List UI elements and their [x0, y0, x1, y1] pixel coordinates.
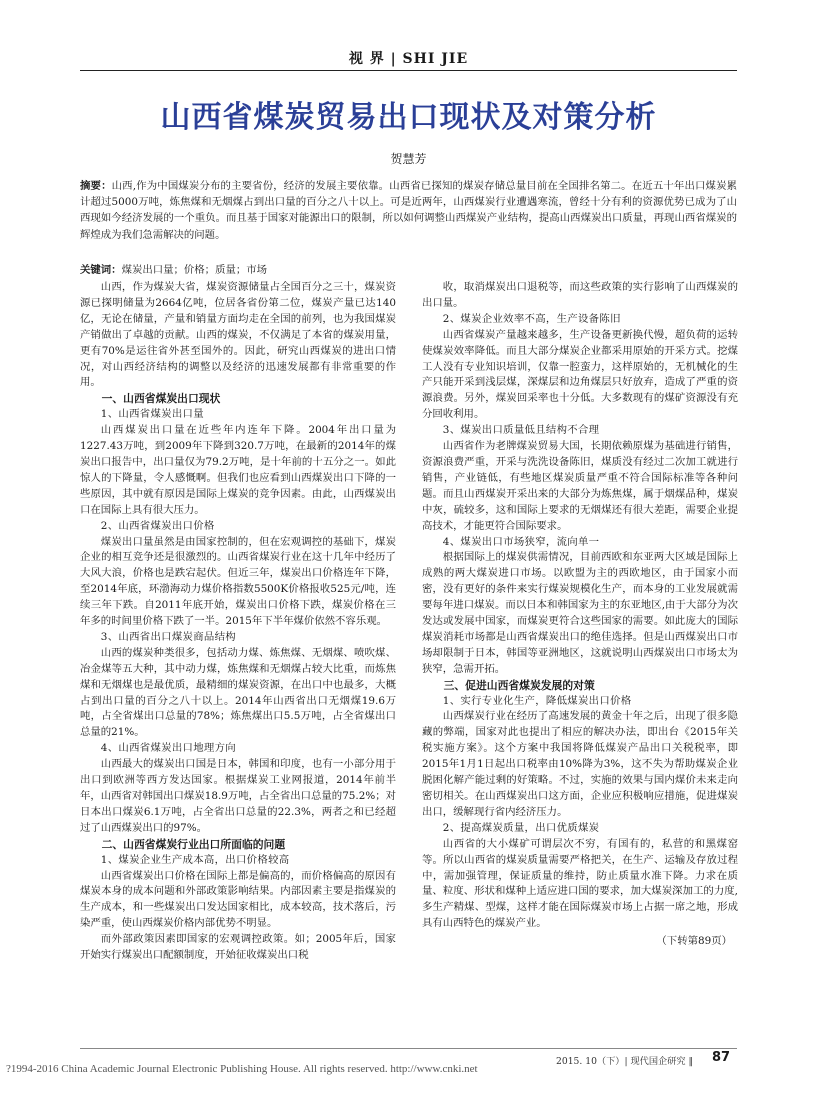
- section-heading: 一、山西省煤炭出口现状: [101, 392, 221, 406]
- keywords-text: 煤炭出口量；价格；质量；市场: [121, 264, 268, 276]
- copyright-line: ?1994-2016 China Academic Journal Electronic Publishing House. All rights reserved. http://www.cnki.net: [6, 1063, 478, 1075]
- paragraph: 山西省的大小煤矿可谓层次不穷，有国有的，私营的和黑煤窑等。所以山西省的煤炭质量需要严格把关，在生产、运输及存放过程中，需加强管理，保证质量的维持，防止质量水准下降。力求在质量、粒度、形状和煤种上适应进口国的要求，加大煤炭深加工的力度,多生产精煤、型煤，这样才能在国际煤炭市场上占据一席之地，形成具有山西特色的煤炭产业。: [422, 837, 738, 930]
- header-divider: [80, 70, 737, 71]
- paragraph: 山西省煤炭产量越来越多，生产设备更新换代慢，超负荷的运转使煤炭效率降低。而且大部分煤炭企业都采用原始的开采方式。挖煤工人没有专业知识培训，仅靠一腔蛮力，这样原始的，无机械化的生产只能开采到浅层煤，深煤层和边角煤层只好放弃，造成了严重的资源浪费。另外，煤炭回采率也十分低。大多数现有的煤矿资源没有充分回收利用。: [422, 328, 738, 421]
- paragraph: 而外部政策因素即国家的宏观调控政策。如；2005年后，国家开始实行煤炭出口配额制度，开始征收煤炭出口税: [80, 933, 396, 962]
- subsection-heading: 2、提高煤炭质量，出口优质煤炭: [442, 821, 600, 834]
- section-heading: 三、促进山西省煤炭发展的对策: [443, 678, 595, 692]
- paragraph: 山西省煤炭出口价格在国际上都是偏高的，而价格偏高的原因有煤炭本身的成本问题和外部政策影响结果。内部因素主要是指煤炭的生产成本，和一些煤炭出口发达国家相比，成本较高，技术落后，污染严重，使山西煤炭价格内部优势不明显。: [80, 869, 396, 930]
- abstract: [80, 178, 737, 243]
- paragraph: 山西，作为煤炭大省，煤炭资源储量占全国百分之三十，煤炭资源已探明储量为2664亿吨，位居各省份第二位，煤炭产量已达140亿，无论在储量，产量和销量方面均走在全国的前列，也为我国煤炭产销做出了卓越的贡献。山西的煤炭，不仅满足了本省的煤炭用量，更有70%是运往省外甚至国外的。因此，研究山西煤炭的进出口情况，对山西经济结构的调整以及经济的迅速发展都有非常重要的作用。: [80, 281, 396, 389]
- footer-divider: [80, 1048, 737, 1049]
- paragraph: 山西煤炭行业在经历了高速发展的黄金十年之后，出现了很多隐藏的弊端，国家对此也提出了相应的解决办法，即出台《2015年关税实施方案》。这个方案中我国将降低煤炭产品出口关税税率，即2015年1月1日起出口税率由10%降为3%，这不失为帮助煤炭企业脱困化解产能过剩的好策略。不过，实施的效果与国内煤价未来走向密切相关。在山西煤炭出口这方面，企业应积极响应措施，促进煤炭出口，缓解现行省内经济压力。: [422, 710, 738, 818]
- subsection-heading: 3、煤炭出口质量低且结构不合理: [442, 424, 600, 437]
- left-column: [80, 280, 396, 964]
- subsection-heading: 3、山西省出口煤炭商品结构: [100, 630, 236, 643]
- author-name: 贺慧芳: [390, 152, 427, 166]
- paragraph: 收，取消煤炭出口退税等，而这些政策的实行影响了山西煤炭的出口量。: [422, 281, 738, 309]
- subsection-heading: 2、煤炭企业效率不高，生产设备陈旧: [442, 312, 621, 325]
- subsection-heading: 4、煤炭出口市场狭窄，流向单一: [442, 535, 600, 548]
- keywords: [80, 262, 737, 278]
- journal-info: 2015. 10（下）| 现代国企研究 ‖: [556, 1056, 694, 1067]
- paragraph: 根据国际上的煤炭供需情况，目前西欧和东亚两大区域是国际上成熟的两大煤炭进口市场。以欧盟为主的西欧地区，由于国家小而密，没有更好的条件来实行煤炭规模化生产，而本身的工业发展就需要每年进口煤炭。而以日本和韩国家为主的东亚地区,由于大部分为次发达或发展中国家，而煤炭更符合这些国家的需要。如此庞大的国际煤炭消耗市场都是山西省煤炭出口的绝佳选择。但是山西煤炭出口市场却限制于日本，韩国等亚洲地区，这就说明山西煤炭出口市场太为狭窄，急需开拓。: [422, 551, 738, 675]
- keywords-label: 关键词：: [80, 264, 122, 276]
- section-header: 视 界 | SHI JIE: [348, 51, 469, 67]
- abstract-text: 山西,作为中国煤炭分布的主要省份，经济的发展主要依靠。山西省已探知的煤炭存储总量目前在全国排名第二。在近五十年出口煤炭累计超过5000万吨，炼焦煤和无烟煤占到出口量的百分之八十以上。可是近两年，山西煤炭行业遭遇寒流，曾经十分有利的资源优势已成为了山西现如今经济发展的一个重负。而且基于国家对能源出口的限制，所以如何调整山西煤炭产业结构，提高山西煤炭出口质量，再现山西省煤炭的辉煌成为我们急需解决的问题。: [80, 180, 738, 241]
- paragraph: 山西省作为老牌煤炭贸易大国，长期依赖原煤为基础进行销售，资源浪费严重，开采与洗洗设备陈旧，煤质没有经过二次加工就进行销售，产业链低，有些地区煤炭质量严重不符合国际标准等各种问题。而且山西煤炭开采出来的大部分为炼焦煤，属于烟煤品种，煤炭中灰，硫较多，这和国际上要求的无烟煤还有很大差距，需要企业提高技术，才能更符合国际要求。: [422, 440, 738, 532]
- paragraph: 山西的煤炭种类很多，包括动力煤、炼焦煤、无烟煤、喷吹煤、冶金煤等五大种，其中动力煤，炼焦煤和无烟煤占较大比重，而炼焦煤和无烟煤也是最优质，最精细的煤炭资源，在出口中也最多，大概占到出口量的百分之八十以上。2014年山西省出口无烟煤19.6万吨，占全省煤出口总量的78%；炼焦煤出口5.5万吨，占全省煤出口总量的21%。: [80, 646, 396, 739]
- subsection-heading: 1、山西省煤炭出口量: [100, 408, 204, 421]
- page-number: 87: [712, 1050, 731, 1065]
- article-title: 山西省煤炭贸易出口现状及对策分析: [160, 100, 657, 135]
- right-column: [422, 280, 738, 950]
- section-heading: 二、山西省煤炭行业出口所面临的问题: [101, 837, 286, 851]
- subsection-heading: 1、实行专业化生产，降低煤炭出口价格: [442, 694, 632, 707]
- subsection-heading: 4、山西省煤炭出口地理方向: [100, 742, 236, 755]
- subsection-heading: 1、煤炭企业生产成本高，出口价格较高: [100, 853, 290, 866]
- paragraph: 山西煤炭出口量在近些年内连年下降。2004年出口量为1227.43万吨，到2009年下降到320.7万吨，在最新的2014年的煤炭出口报告中，出口量仅为79.2万吨，是十年前的十五分之一。如此惊人的下降量，令人感慨啊。但我们也应看到山西煤炭出口下降的一些原因，其中就有原因是国际上煤炭的竞争因素。由此，山西煤炭出口在国际上具有很大压力。: [80, 424, 396, 516]
- continued-note: （下转第89页）: [656, 935, 732, 948]
- paragraph: 山西最大的煤炭出口国是日本，韩国和印度，也有一小部分用于出口到欧洲等西方发达国家。根据煤炭工业网报道，2014年前半年，山西省对韩国出口煤炭18.9万吨，占全省出口总量的75.2%；对日本出口煤炭6.1万吨，占全省出口总量的22.3%，两者之和已经超过了山西煤炭出口的97%。: [80, 758, 396, 834]
- subsection-heading: 2、山西省煤炭出口价格: [100, 519, 215, 532]
- abstract-label: 摘要：: [80, 180, 112, 192]
- paragraph: 煤炭出口量虽然是由国家控制的，但在宏观调控的基础下，煤炭企业的相互竞争还是很激烈的。山西省煤炭行业在这十几年中经历了大风大浪，价格也是跌宕起伏。但近三年，煤炭出口价格连年下降，至2014年底，环渤海动力煤价格指数5500K价格报收525元/吨，连续三年下跌。自2011年底开始，煤炭出口价格下跌，煤炭价格在三年多的时间里价格下跌了一半。2015年下半年煤价依然不容乐观。: [80, 535, 396, 628]
